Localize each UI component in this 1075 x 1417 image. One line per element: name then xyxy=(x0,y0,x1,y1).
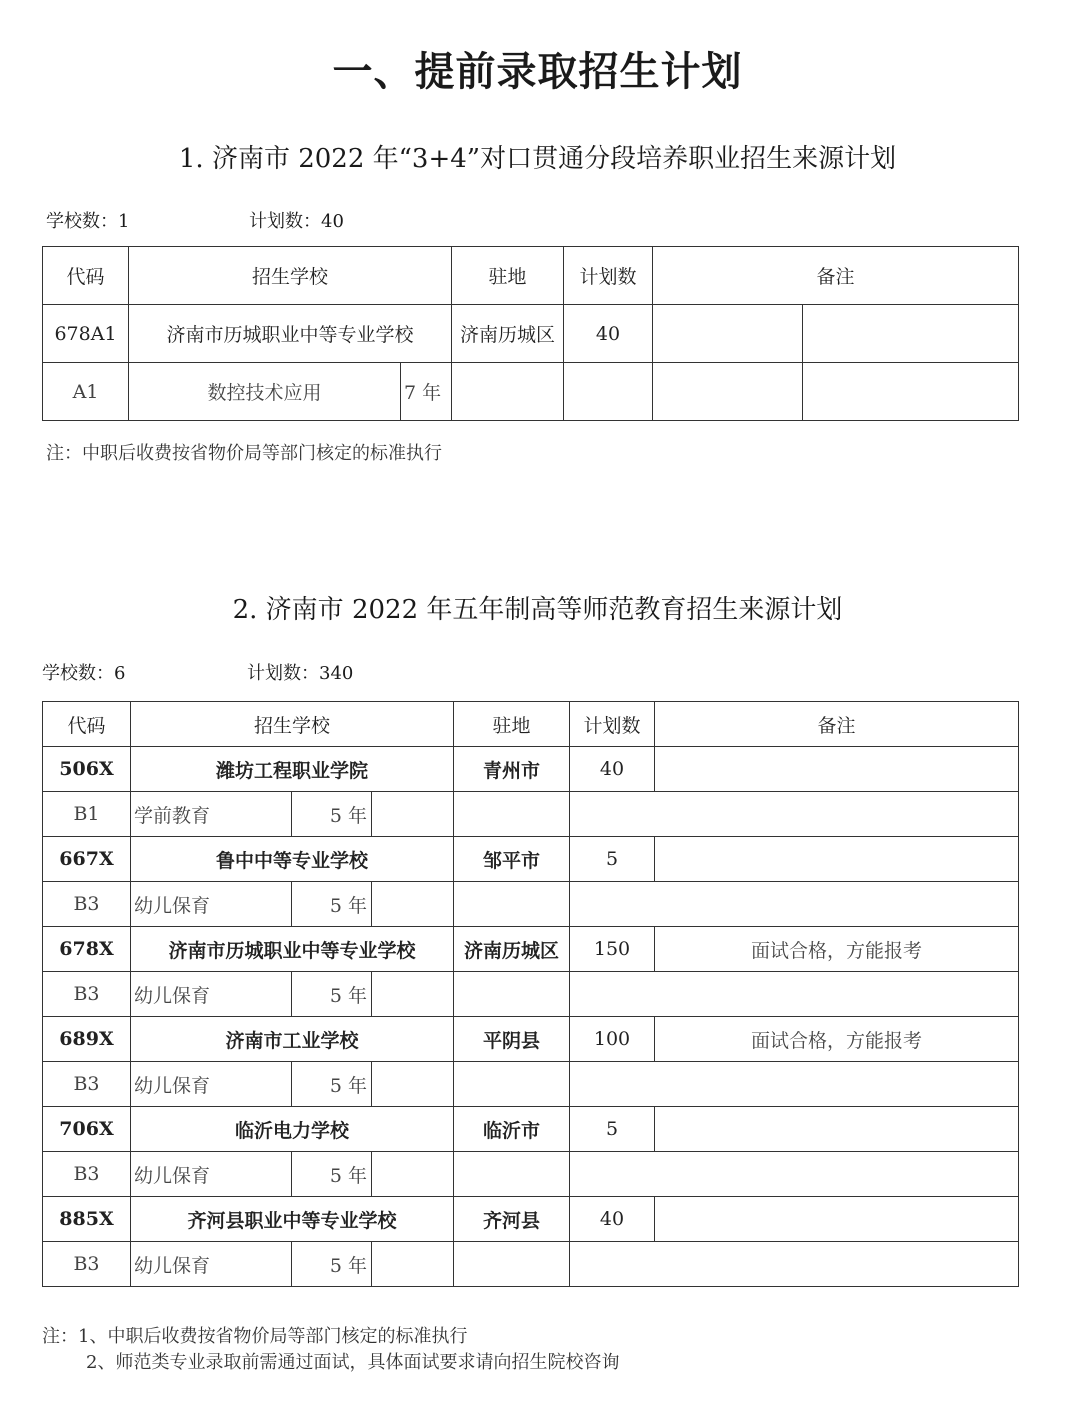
remark-cell xyxy=(653,305,803,363)
empty-cell xyxy=(372,972,454,1017)
school-location: 平阴县 xyxy=(454,1017,570,1062)
school-row xyxy=(43,927,1019,972)
major-code: B1 xyxy=(43,792,131,837)
school-row xyxy=(43,1197,1019,1242)
school-location: 济南历城区 xyxy=(454,927,570,972)
school-name: 鲁中中等专业学校 xyxy=(131,837,454,882)
table-row xyxy=(43,305,1019,363)
page-title: 一、提前录取招生计划 xyxy=(332,48,743,95)
major-code: B3 xyxy=(43,882,131,927)
school-plan: 40 xyxy=(564,305,653,363)
empty-cell xyxy=(372,1242,454,1287)
header-location: 驻地 xyxy=(452,247,564,305)
major-years: 5 年 xyxy=(292,972,372,1017)
school-name: 济南市历城职业中等专业学校 xyxy=(129,305,452,363)
school-remark xyxy=(655,837,1019,882)
school-name: 济南市历城职业中等专业学校 xyxy=(131,927,454,972)
empty-cell xyxy=(803,363,1019,421)
empty-cell xyxy=(372,882,454,927)
school-location: 邹平市 xyxy=(454,837,570,882)
header-school: 招生学校 xyxy=(129,247,452,305)
school-code: 678A1 xyxy=(43,305,129,363)
major-code: A1 xyxy=(43,363,129,421)
header-location: 驻地 xyxy=(454,702,570,747)
school-plan: 40 xyxy=(570,1197,655,1242)
major-code: B3 xyxy=(43,1062,131,1107)
school-plan: 40 xyxy=(570,747,655,792)
table-header-row xyxy=(43,702,1019,747)
empty-cell xyxy=(570,882,1019,927)
major-name: 幼儿保育 xyxy=(131,882,292,927)
empty-cell xyxy=(372,1062,454,1107)
school-remark: 面试合格，方能报考 xyxy=(655,927,1019,972)
header-plan: 计划数 xyxy=(564,247,653,305)
empty-cell xyxy=(454,792,570,837)
section1-note: 注：中职后收费按省物价局等部门核定的标准执行 xyxy=(46,443,442,464)
major-years: 7 年 xyxy=(401,363,452,421)
school-remark xyxy=(655,1107,1019,1152)
school-code: 667X xyxy=(43,837,131,882)
major-row xyxy=(43,1062,1019,1107)
school-name: 济南市工业学校 xyxy=(131,1017,454,1062)
section2-school-count: 学校数：6 xyxy=(42,663,126,684)
school-remark xyxy=(655,747,1019,792)
school-plan: 100 xyxy=(570,1017,655,1062)
section2-note-2: 2、师范类专业录取前需通过面试，具体面试要求请向招生院校咨询 xyxy=(86,1352,620,1373)
major-name: 幼儿保育 xyxy=(131,1152,292,1197)
empty-cell xyxy=(564,363,653,421)
school-location: 济南历城区 xyxy=(452,305,564,363)
empty-cell xyxy=(653,363,803,421)
school-plan: 5 xyxy=(570,1107,655,1152)
school-remark: 面试合格，方能报考 xyxy=(655,1017,1019,1062)
major-code: B3 xyxy=(43,1242,131,1287)
major-years: 5 年 xyxy=(292,1062,372,1107)
header-school: 招生学校 xyxy=(131,702,454,747)
school-name: 潍坊工程职业学院 xyxy=(131,747,454,792)
school-code: 678X xyxy=(43,927,131,972)
school-code: 506X xyxy=(43,747,131,792)
section2-note-1: 注：1、中职后收费按省物价局等部门核定的标准执行 xyxy=(42,1326,468,1347)
major-years: 5 年 xyxy=(292,792,372,837)
empty-cell xyxy=(570,972,1019,1017)
school-row xyxy=(43,1017,1019,1062)
remark-cell xyxy=(803,305,1019,363)
major-code: B3 xyxy=(43,972,131,1017)
major-code: B3 xyxy=(43,1152,131,1197)
major-years: 5 年 xyxy=(292,1242,372,1287)
header-code: 代码 xyxy=(43,247,129,305)
school-code: 885X xyxy=(43,1197,131,1242)
major-name: 学前教育 xyxy=(131,792,292,837)
school-name: 齐河县职业中等专业学校 xyxy=(131,1197,454,1242)
section2-table xyxy=(42,701,1019,1287)
header-remark: 备注 xyxy=(653,247,1019,305)
school-code: 689X xyxy=(43,1017,131,1062)
section1-plan-count: 计划数：40 xyxy=(249,211,344,232)
header-plan: 计划数 xyxy=(570,702,655,747)
empty-cell xyxy=(454,1152,570,1197)
empty-cell xyxy=(454,1242,570,1287)
school-name: 临沂电力学校 xyxy=(131,1107,454,1152)
section1-heading: 1. 济南市 2022 年“3+4”对口贯通分段培养职业招生来源计划 xyxy=(178,144,897,174)
major-years: 5 年 xyxy=(292,882,372,927)
school-row xyxy=(43,747,1019,792)
major-years: 5 年 xyxy=(292,1152,372,1197)
major-name: 幼儿保育 xyxy=(131,1242,292,1287)
school-plan: 5 xyxy=(570,837,655,882)
empty-cell xyxy=(454,1062,570,1107)
empty-cell xyxy=(454,972,570,1017)
major-row xyxy=(43,882,1019,927)
empty-cell xyxy=(372,1152,454,1197)
major-name: 数控技术应用 xyxy=(129,363,401,421)
table-header-row xyxy=(43,247,1019,305)
table-row xyxy=(43,363,1019,421)
school-code: 706X xyxy=(43,1107,131,1152)
major-row xyxy=(43,792,1019,837)
section1-school-count: 学校数：1 xyxy=(46,211,130,232)
empty-cell xyxy=(452,363,564,421)
empty-cell xyxy=(570,1062,1019,1107)
school-location: 青州市 xyxy=(454,747,570,792)
school-location: 齐河县 xyxy=(454,1197,570,1242)
header-code: 代码 xyxy=(43,702,131,747)
empty-cell xyxy=(454,882,570,927)
empty-cell xyxy=(570,792,1019,837)
major-row xyxy=(43,1152,1019,1197)
section2-heading: 2. 济南市 2022 年五年制高等师范教育招生来源计划 xyxy=(232,595,843,625)
empty-cell xyxy=(372,792,454,837)
header-remark: 备注 xyxy=(655,702,1019,747)
empty-cell xyxy=(570,1152,1019,1197)
major-name: 幼儿保育 xyxy=(131,972,292,1017)
section2-plan-count: 计划数：340 xyxy=(247,663,354,684)
major-name: 幼儿保育 xyxy=(131,1062,292,1107)
school-location: 临沂市 xyxy=(454,1107,570,1152)
school-row xyxy=(43,837,1019,882)
major-row xyxy=(43,1242,1019,1287)
school-remark xyxy=(655,1197,1019,1242)
empty-cell xyxy=(570,1242,1019,1287)
school-row xyxy=(43,1107,1019,1152)
major-row xyxy=(43,972,1019,1017)
school-plan: 150 xyxy=(570,927,655,972)
section1-table xyxy=(42,246,1019,421)
